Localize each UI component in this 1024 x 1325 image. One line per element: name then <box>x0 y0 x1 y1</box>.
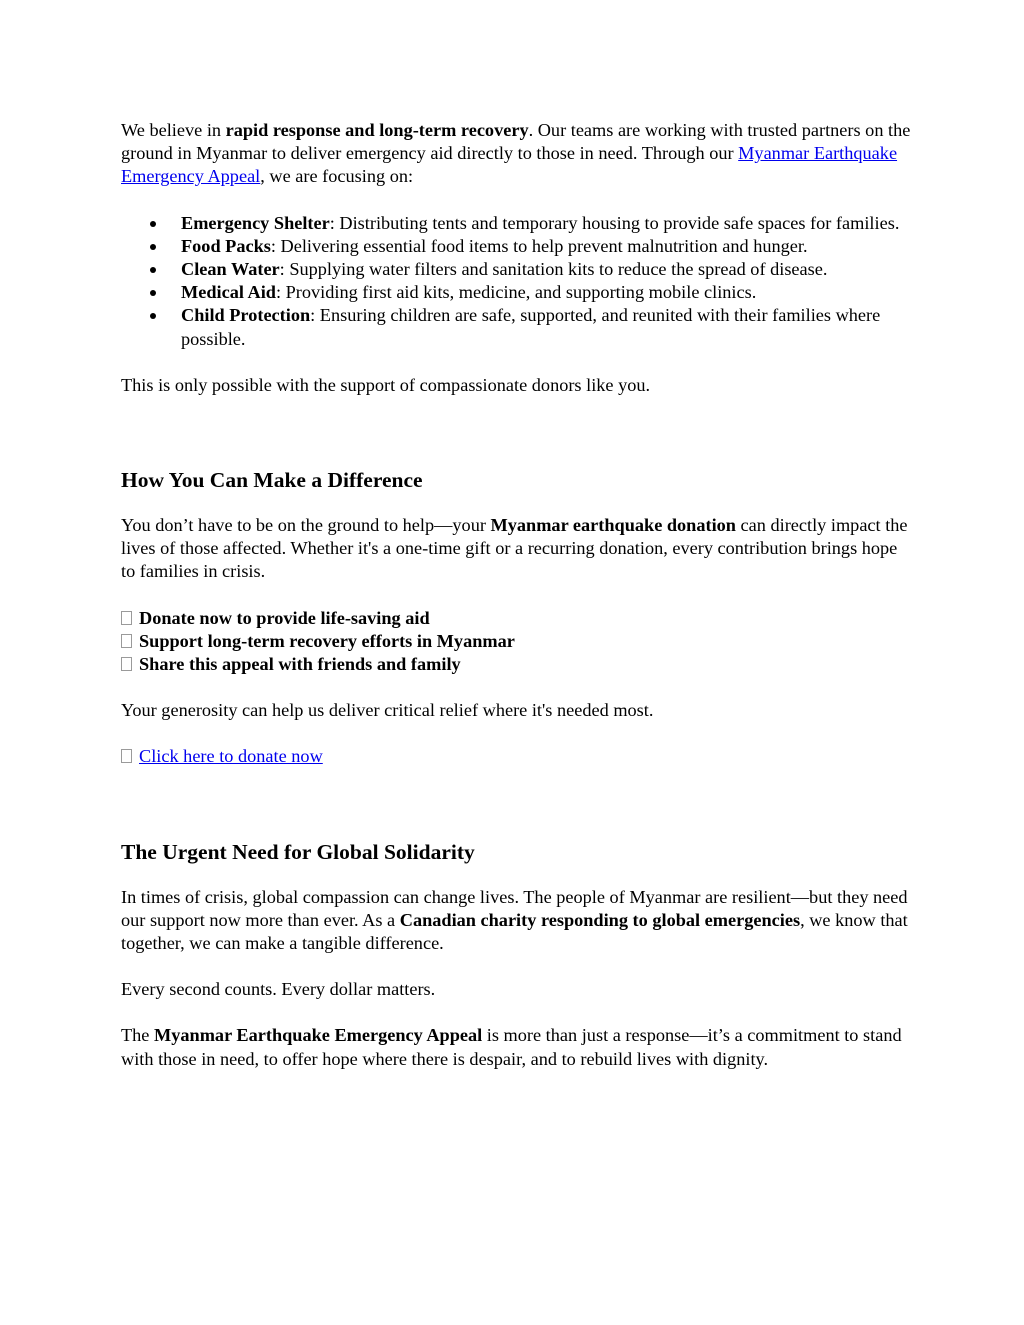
list-item <box>181 235 911 258</box>
list-item-desc: : Delivering essential food items to help prevent malnutrition and hunger. <box>270 235 808 256</box>
list-item-term: Emergency Shelter <box>181 212 330 233</box>
appeal-bold: Myanmar Earthquake Emergency Appeal <box>154 1025 483 1046</box>
list-item <box>181 258 911 281</box>
solidarity-bold: Canadian charity responding to global emergencies <box>399 909 801 930</box>
action-label: Support long-term recovery efforts in Myanmar <box>139 630 515 651</box>
appeal-text: The <box>121 1025 154 1046</box>
intro-bold: rapid response and long-term recovery <box>225 120 529 140</box>
list-item-term: Child Protection <box>181 305 311 326</box>
intro-text-mid: . Our teams are working with trusted partners on the ground in Myanmar to deliver emergency aid directly to those in need. Through our <box>121 120 911 164</box>
action-item <box>121 653 911 676</box>
document-page <box>121 119 911 1071</box>
missing-glyph-icon <box>121 749 132 763</box>
action-item <box>121 630 911 653</box>
appeal-paragraph <box>121 1024 911 1070</box>
intro-paragraph <box>121 119 911 189</box>
donors-paragraph: This is only possible with the support of compassionate donors like you. <box>121 374 651 395</box>
list-item-term: Clean Water <box>181 259 280 280</box>
missing-glyph-icon <box>121 634 132 648</box>
list-item-desc: : Supplying water filters and sanitation kits to reduce the spread of disease. <box>279 259 828 280</box>
difference-text-suffix: can directly impact the lives of those affected. Whether it's a one-time gift or a recurring donation, every contribution brings hope to families in crisis. <box>121 515 908 582</box>
donate-line <box>121 745 911 768</box>
action-list <box>121 607 911 677</box>
intro-text: We believe in <box>121 120 226 140</box>
solidarity-text: In times of crisis, global compassion can change lives. The people of Myanmar are resilient—but they need our support now more than ever. As a <box>121 886 908 930</box>
action-label: Share this appeal with friends and family <box>139 654 461 675</box>
list-item-term: Medical Aid <box>181 282 276 303</box>
list-item <box>181 304 911 350</box>
list-item-desc: : Providing first aid kits, medicine, and supporting mobile clinics. <box>275 282 757 303</box>
missing-glyph-icon <box>121 657 132 671</box>
action-label: Donate now to provide life-saving aid <box>139 607 430 628</box>
appeal-link[interactable]: Myanmar Earthquake Emergency Appeal <box>121 143 898 187</box>
intro-text-suffix: , we are focusing on: <box>260 166 414 187</box>
action-item <box>121 607 911 630</box>
generosity-paragraph: Your generosity can help us deliver critical relief where it's needed most. <box>121 700 654 721</box>
heading-solidarity: The Urgent Need for Global Solidarity <box>121 839 475 864</box>
focus-list <box>121 212 911 351</box>
heading-difference: How You Can Make a Difference <box>121 468 423 493</box>
appeal-text-suffix: is more than just a response—it’s a commitment to stand with those in need, to offer hope where there is despair, and to rebuild lives with dignity. <box>121 1025 902 1069</box>
list-item-term: Food Packs <box>181 235 271 256</box>
donate-link[interactable]: Click here to donate now <box>139 746 323 767</box>
every-second-paragraph: Every second counts. Every dollar matters. <box>121 979 436 1000</box>
list-item-desc: : Distributing tents and temporary housing to provide safe spaces for families. <box>329 212 900 233</box>
solidarity-text-suffix: , we know that together, we can make a tangible difference. <box>121 909 908 954</box>
difference-bold: Myanmar earthquake donation <box>490 515 736 536</box>
list-item-desc: : Ensuring children are safe, supported, and reunited with their families where possible. <box>181 305 881 349</box>
missing-glyph-icon <box>121 611 132 625</box>
difference-paragraph <box>121 514 911 584</box>
list-item <box>181 212 911 235</box>
difference-text: You don’t have to be on the ground to help—your <box>121 515 491 536</box>
list-item <box>181 281 911 304</box>
solidarity-paragraph <box>121 886 911 956</box>
